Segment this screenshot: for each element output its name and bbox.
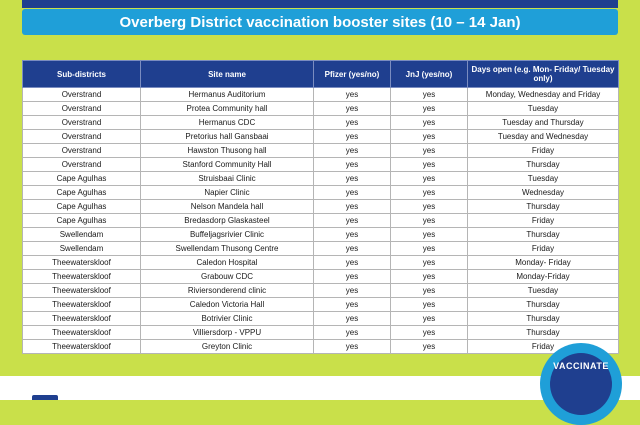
days-open-cell: Friday — [468, 214, 619, 228]
site-name-cell: Buffeljagsrivier Clinic — [141, 228, 314, 242]
sub-district-cell: Overstrand — [23, 130, 141, 144]
table-row — [23, 340, 619, 354]
sub-district-cell: Overstrand — [23, 88, 141, 102]
jnj-cell: yes — [391, 242, 468, 256]
table-row — [23, 242, 619, 256]
table-row — [23, 228, 619, 242]
site-name-cell: Pretorius hall Gansbaai — [141, 130, 314, 144]
header-sub-districts: Sub-districts — [23, 61, 141, 88]
site-name-cell: Protea Community hall — [141, 102, 314, 116]
jnj-cell: yes — [391, 88, 468, 102]
site-name-cell: Hermanus CDC — [141, 116, 314, 130]
sub-district-cell: Swellendam — [23, 242, 141, 256]
sub-district-cell: Cape Agulhas — [23, 172, 141, 186]
table-row — [23, 284, 619, 298]
site-name-cell: Struisbaai Clinic — [141, 172, 314, 186]
jnj-cell: yes — [391, 144, 468, 158]
table-row — [23, 116, 619, 130]
pfizer-cell: yes — [314, 116, 391, 130]
site-name-cell: Botrivier Clinic — [141, 312, 314, 326]
pfizer-cell: yes — [314, 158, 391, 172]
days-open-cell: Tuesday — [468, 102, 619, 116]
jnj-cell: yes — [391, 340, 468, 354]
days-open-cell: Tuesday and Thursday — [468, 116, 619, 130]
jnj-cell: yes — [391, 158, 468, 172]
sub-district-cell: Cape Agulhas — [23, 186, 141, 200]
jnj-cell: yes — [391, 200, 468, 214]
pfizer-cell: yes — [314, 200, 391, 214]
site-name-cell: Napier Clinic — [141, 186, 314, 200]
pfizer-cell: yes — [314, 298, 391, 312]
header-pfizer: Pfizer (yes/no) — [314, 61, 391, 88]
pfizer-cell: yes — [314, 312, 391, 326]
vaccinate-badge — [540, 343, 622, 425]
table-row — [23, 102, 619, 116]
table-row — [23, 172, 619, 186]
days-open-cell: Wednesday — [468, 186, 619, 200]
table-header — [23, 61, 619, 88]
jnj-cell: yes — [391, 172, 468, 186]
table-row — [23, 298, 619, 312]
jnj-cell: yes — [391, 270, 468, 284]
site-name-cell: Bredasdorp Glaskasteel — [141, 214, 314, 228]
table-row — [23, 200, 619, 214]
sub-district-cell: Theewaterskloof — [23, 340, 141, 354]
table-row — [23, 326, 619, 340]
header-site-name: Site name — [141, 61, 314, 88]
days-open-cell: Friday — [468, 144, 619, 158]
days-open-cell: Thursday — [468, 326, 619, 340]
jnj-cell: yes — [391, 102, 468, 116]
site-name-cell: Caledon Victoria Hall — [141, 298, 314, 312]
days-open-cell: Thursday — [468, 158, 619, 172]
site-name-cell: Swellendam Thusong Centre — [141, 242, 314, 256]
badge-label: VACCINATE — [553, 361, 609, 371]
header-days-open: Days open (e.g. Mon- Friday/ Tuesday only) — [468, 61, 619, 88]
jnj-cell: yes — [391, 116, 468, 130]
pfizer-cell: yes — [314, 326, 391, 340]
jnj-cell: yes — [391, 214, 468, 228]
table-row — [23, 214, 619, 228]
table-row — [23, 130, 619, 144]
table-row — [23, 158, 619, 172]
days-open-cell: Monday, Wednesday and Friday — [468, 88, 619, 102]
days-open-cell: Friday — [468, 242, 619, 256]
sub-district-cell: Cape Agulhas — [23, 214, 141, 228]
sub-district-cell: Theewaterskloof — [23, 312, 141, 326]
days-open-cell: Thursday — [468, 298, 619, 312]
sub-district-cell: Theewaterskloof — [23, 270, 141, 284]
jnj-cell: yes — [391, 298, 468, 312]
sub-district-cell: Theewaterskloof — [23, 298, 141, 312]
top-banner — [22, 0, 618, 8]
sub-district-cell: Theewaterskloof — [23, 326, 141, 340]
jnj-cell: yes — [391, 312, 468, 326]
table-row — [23, 312, 619, 326]
site-name-cell: Grabouw CDC — [141, 270, 314, 284]
sub-district-cell: Theewaterskloof — [23, 284, 141, 298]
jnj-cell: yes — [391, 284, 468, 298]
pfizer-cell: yes — [314, 228, 391, 242]
site-name-cell: Hermanus Auditorium — [141, 88, 314, 102]
days-open-cell: Thursday — [468, 228, 619, 242]
site-name-cell: Villiersdorp - VPPU — [141, 326, 314, 340]
pfizer-cell: yes — [314, 102, 391, 116]
sub-district-cell: Overstrand — [23, 102, 141, 116]
table-row — [23, 88, 619, 102]
table-row — [23, 144, 619, 158]
days-open-cell: Thursday — [468, 312, 619, 326]
jnj-cell: yes — [391, 256, 468, 270]
pfizer-cell: yes — [314, 256, 391, 270]
table-row — [23, 186, 619, 200]
sub-district-cell: Overstrand — [23, 158, 141, 172]
sites-table — [22, 60, 619, 354]
sub-district-cell: Overstrand — [23, 144, 141, 158]
pfizer-cell: yes — [314, 242, 391, 256]
site-name-cell: Caledon Hospital — [141, 256, 314, 270]
table-row — [23, 256, 619, 270]
site-name-cell: Riviersonderend clinic — [141, 284, 314, 298]
sub-district-cell: Swellendam — [23, 228, 141, 242]
days-open-cell: Tuesday — [468, 284, 619, 298]
pfizer-cell: yes — [314, 172, 391, 186]
days-open-cell: Monday- Friday — [468, 256, 619, 270]
header-jnj: JnJ (yes/no) — [391, 61, 468, 88]
pfizer-cell: yes — [314, 340, 391, 354]
site-name-cell: Stanford Community Hall — [141, 158, 314, 172]
logo — [32, 395, 58, 400]
pfizer-cell: yes — [314, 144, 391, 158]
pfizer-cell: yes — [314, 284, 391, 298]
pfizer-cell: yes — [314, 130, 391, 144]
jnj-cell: yes — [391, 228, 468, 242]
table-row — [23, 270, 619, 284]
sub-district-cell: Theewaterskloof — [23, 256, 141, 270]
days-open-cell: Thursday — [468, 200, 619, 214]
jnj-cell: yes — [391, 326, 468, 340]
jnj-cell: yes — [391, 186, 468, 200]
days-open-cell: Tuesday and Wednesday — [468, 130, 619, 144]
days-open-cell: Tuesday — [468, 172, 619, 186]
site-name-cell: Nelson Mandela hall — [141, 200, 314, 214]
site-name-cell: Greyton Clinic — [141, 340, 314, 354]
pfizer-cell: yes — [314, 270, 391, 284]
table-body — [23, 88, 619, 354]
days-open-cell: Friday — [468, 340, 619, 354]
sub-district-cell: Overstrand — [23, 116, 141, 130]
page-title: Overberg District vaccination booster sites (10 – 14 Jan) — [22, 9, 618, 35]
sites-table-container — [22, 60, 618, 354]
jnj-cell: yes — [391, 130, 468, 144]
pfizer-cell: yes — [314, 88, 391, 102]
pfizer-cell: yes — [314, 214, 391, 228]
days-open-cell: Monday-Friday — [468, 270, 619, 284]
pfizer-cell: yes — [314, 186, 391, 200]
sub-district-cell: Cape Agulhas — [23, 200, 141, 214]
site-name-cell: Hawston Thusong hall — [141, 144, 314, 158]
